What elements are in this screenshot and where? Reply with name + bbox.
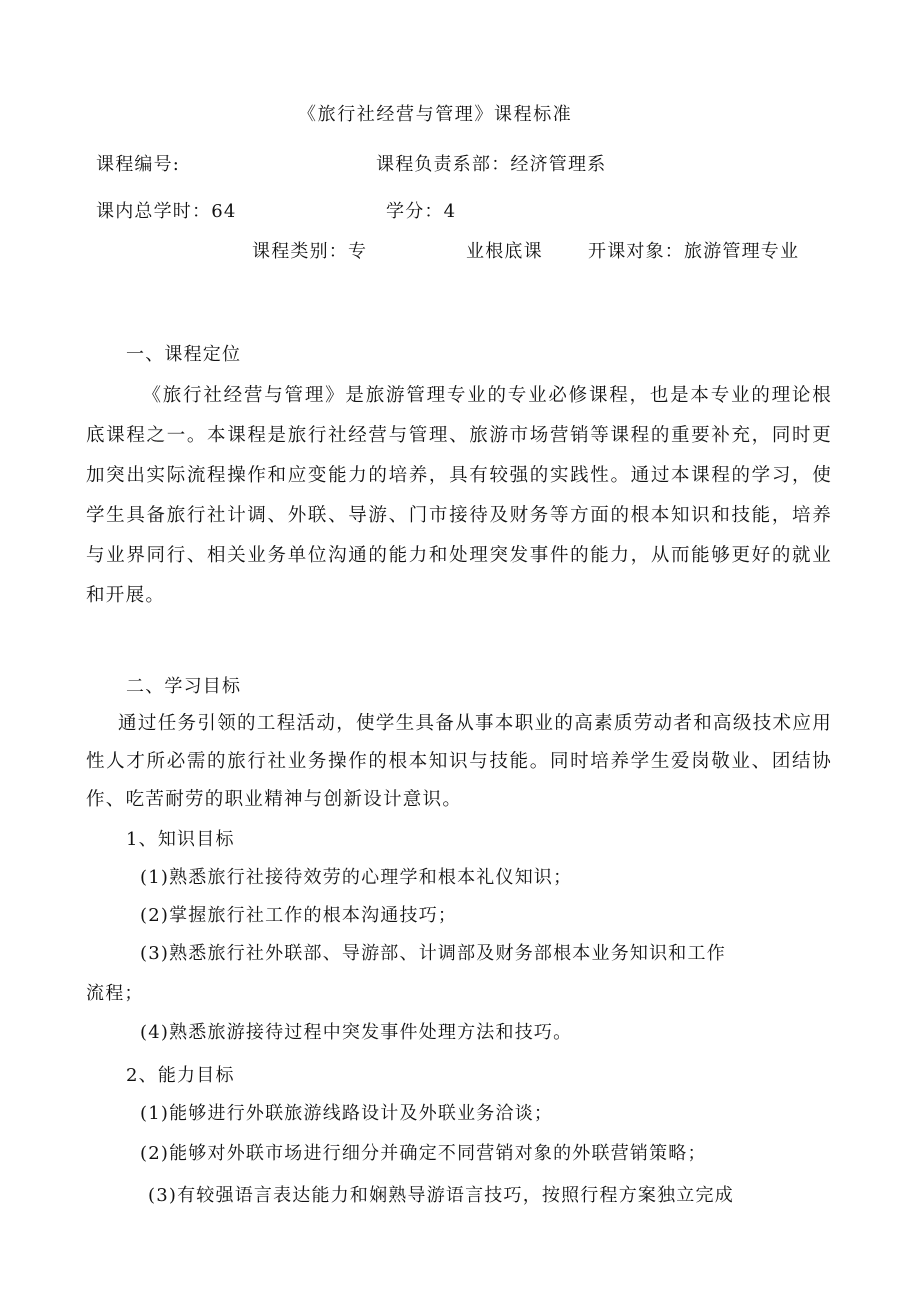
knowledge-item: (2)掌握旅行社工作的根本沟通技巧； [140,905,458,926]
ability-item: (3)有较强语言表达能力和娴熟导游语言技巧，按照行程方案独立完成 [148,1185,734,1206]
knowledge-item: (4)熟悉旅游接待过程中突发事件处理方法和技巧。 [140,1022,573,1043]
course-category-continued: 业根底课 [466,241,543,262]
document-title: 《旅行社经营与管理》课程标准 [298,104,573,125]
credits-label: 学分：4 [386,201,457,222]
knowledge-objectives-heading: 1、知识目标 [126,829,235,850]
course-category-label: 课程类别：专 [252,241,368,262]
knowledge-item: (1)熟悉旅行社接待效劳的心理学和根本礼仪知识； [140,867,573,888]
ability-item: (2)能够对外联市场进行细分并确定不同营销对象的外联营销策略； [140,1143,707,1164]
section-positioning-paragraph [86,376,832,616]
positioning-text: 《旅行社经营与管理》是旅游管理专业的专业必修课程，也是本专业的理论根底课程之一。本课程是旅行社经营与管理、旅游市场营销等课程的重要补充，同时更加突出实际流程操作和应变能力的培养，具有较强的实践性。通过本课程的学习，使学生具备旅行社计调、外联、导游、门市接待及财务等方面的根本知识和技能，培养与业界同行、相关业务单位沟通的能力和处理突发事件的能力，从而能够更好的就业和开展。 [86,385,832,606]
total-hours-label: 课内总学时：64 [96,201,237,222]
department-label: 课程负责系部：经济管理系 [376,154,607,175]
section-objectives-paragraph [86,705,832,819]
course-code-label: 课程编号: [96,154,181,175]
section-heading-objectives: 二、学习目标 [126,676,242,697]
section-heading-positioning: 一、课程定位 [126,344,242,365]
objectives-text: 通过任务引领的工程活动，使学生具备从事本职业的高素质劳动者和高级技术应用性人才所必需的旅行社业务操作的根本知识与技能。同时培养学生爱岗敬业、团结协作、吃苦耐劳的职业精神与创新设计意识。 [86,713,832,810]
knowledge-item: (3)熟悉旅行社外联部、导游部、计调部及财务部根本业务知识和工作 [140,943,726,964]
ability-objectives-heading: 2、能力目标 [126,1065,235,1086]
target-audience-label: 开课对象：旅游管理专业 [588,241,800,262]
knowledge-item-continued: 流程； [86,983,144,1004]
ability-item: (1)能够进行外联旅游线路设计及外联业务洽谈； [140,1103,554,1124]
